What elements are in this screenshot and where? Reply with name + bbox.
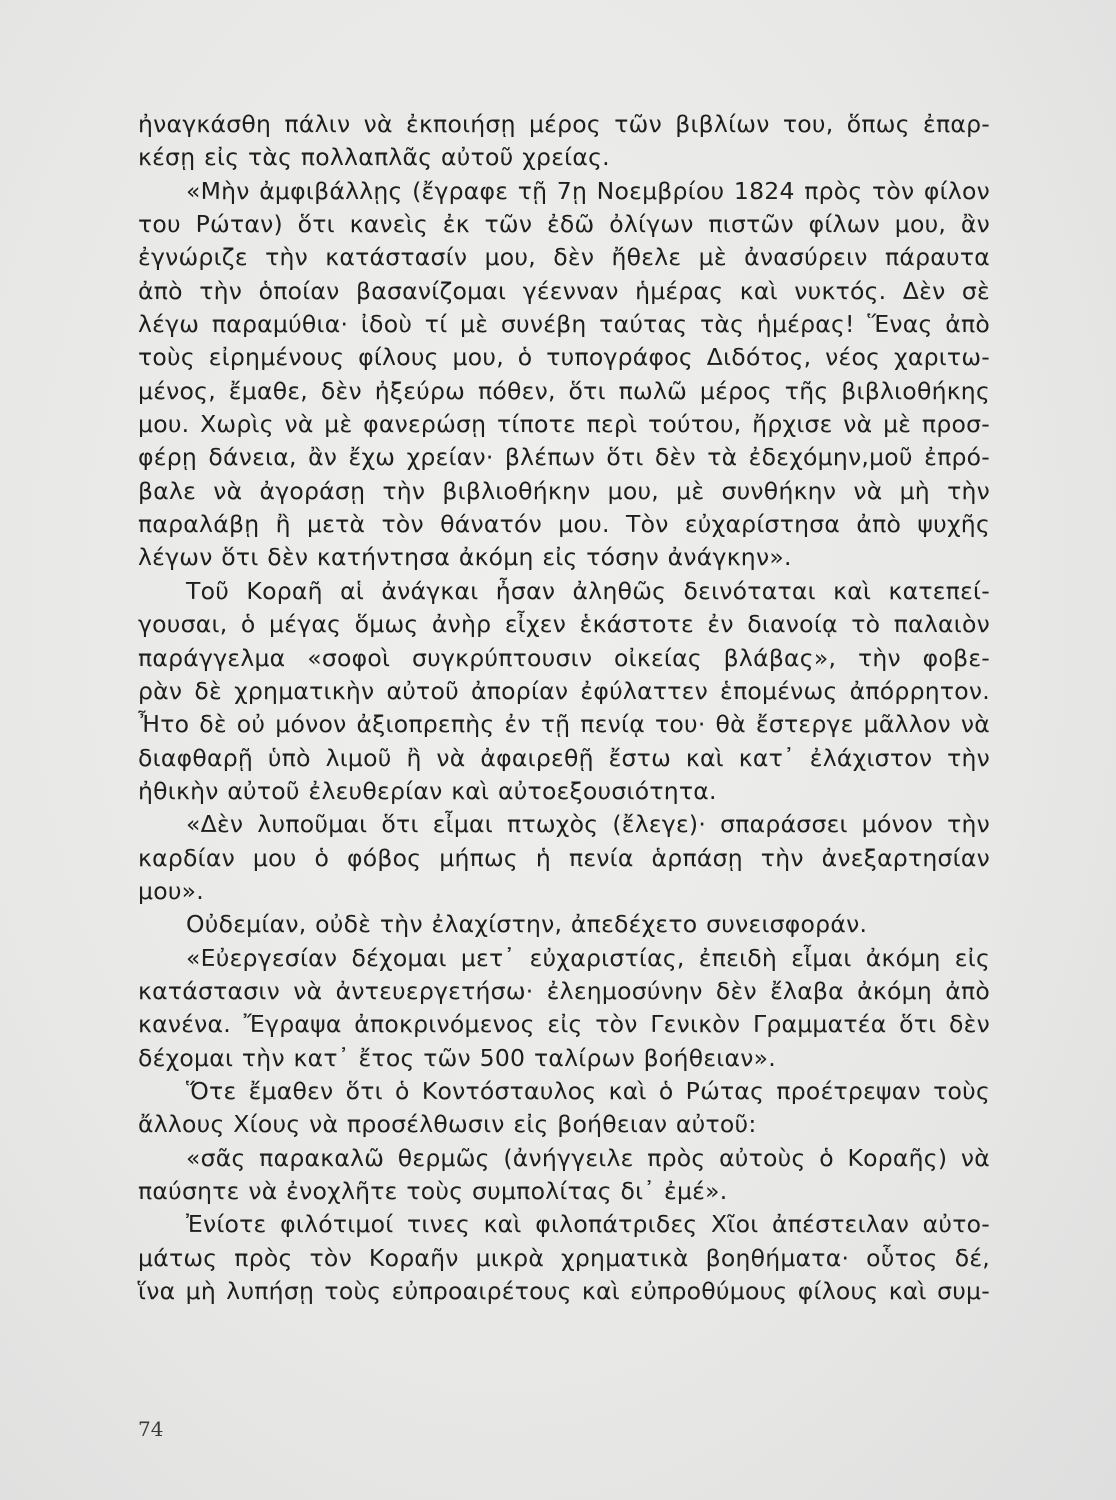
body-text	[138, 108, 990, 1308]
text-line: «Δὲν λυποῦμαι ὅτι εἶμαι πτωχὸς (ἔλεγε)· σπαράσσει μόνον τὴν	[186, 810, 990, 839]
text-line: κανένα. Ἔγραψα ἀποκρινόμενος εἰς τὸν Γενικὸν Γραμματέα ὅτι δὲν	[138, 1010, 990, 1039]
text-line: δέχομαι τὴν κατ᾽ ἔτος τῶν 500 ταλίρων βοήθειαν».	[138, 1043, 776, 1072]
page-number: 74	[138, 1417, 164, 1441]
text-line: ρὰν δὲ χρηματικὴν αὐτοῦ ἀπορίαν ἐφύλαττεν ἑπομένως ἀπόρρητον.	[138, 676, 990, 705]
text-line: ἐγνώριζε τὴν κατάστασίν μου, δὲν ἤθελε μὲ ἀνασύρειν πάραυτα	[138, 243, 990, 272]
text-line: «Μὴν ἀμφιβάλλῃς (ἔγραφε τῇ 7ῃ Νοεμβρίου 1824 πρὸς τὸν φίλον	[186, 176, 990, 205]
text-line: κατάστασιν νὰ ἀντευεργετήσω· ἐλεημοσύνην δὲν ἔλαβα ἀκόμη ἀπὸ	[138, 976, 990, 1005]
text-line: ἠναγκάσθη πάλιν νὰ ἐκποιήσῃ μέρος τῶν βιβλίων του, ὅπως ἐπαρ-	[138, 110, 990, 138]
text-line: «σᾶς παρακαλῶ θερμῶς (ἀνήγγειλε πρὸς αὐτοὺς ὁ Κοραῆς) νὰ	[186, 1143, 990, 1172]
text-line: Ἦτο δὲ οὐ μόνον ἀξιοπρεπὴς ἐν τῇ πενίᾳ του· θὰ ἔστεργε μᾶλλον νὰ	[138, 710, 990, 739]
text-line: βαλε νὰ ἀγοράσῃ τὴν βιβλιοθήκην μου, μὲ συνθήκην νὰ μὴ τὴν	[138, 476, 990, 505]
text-line: γουσαι, ὁ μέγας ὅμως ἀνὴρ εἶχεν ἑκάστοτε ἐν διανοίᾳ τὸ παλαιὸν	[138, 610, 990, 639]
text-line: διαφθαρῇ ὑπὸ λιμοῦ ἢ νὰ ἀφαιρεθῇ ἔστω καὶ κατ᾽ ἐλάχιστον τὴν	[138, 743, 990, 772]
text-line: μένος, ἔμαθε, δὲν ἠξεύρω πόθεν, ὅτι πωλῶ μέρος τῆς βιβλιοθήκης	[138, 376, 990, 405]
text-line: Τοῦ Κοραῆ αἱ ἀνάγκαι ἦσαν ἀληθῶς δεινόταται καὶ κατεπεί-	[186, 576, 990, 605]
text-line: φέρῃ δάνεια, ἂν ἔχω χρείαν· βλέπων ὅτι δὲν τὰ ἐδεχόμην,μοῦ ἐπρό-	[138, 443, 990, 472]
text-line: μου».	[138, 876, 205, 905]
text-line: Οὐδεμίαν, οὐδὲ τὴν ἐλαχίστην, ἀπεδέχετο συνεισφοράν.	[186, 910, 868, 939]
text-line: καρδίαν μου ὁ φόβος μήπως ἡ πενία ἁρπάσῃ τὴν ἀνεξαρτησίαν	[138, 843, 990, 872]
text-line: Ὅτε ἔμαθεν ὅτι ὁ Κοντόσταυλος καὶ ὁ Ρώτας προέτρεψαν τοὺς	[186, 1076, 990, 1105]
text-line: ἀπὸ τὴν ὁποίαν βασανίζομαι γέενναν ἡμέρας καὶ νυκτός. Δὲν σὲ	[138, 276, 990, 305]
text-line: παραλάβῃ ἢ μετὰ τὸν θάνατόν μου. Τὸν εὐχαρίστησα ἀπὸ ψυχῆς	[138, 510, 990, 539]
text-line: παράγγελμα «σοφοὶ συγκρύπτουσιν οἰκείας βλάβας», τὴν φοβε-	[138, 643, 990, 672]
text-line: κέσῃ εἰς τὰς πολλαπλᾶς αὐτοῦ χρείας.	[138, 143, 610, 172]
text-line: μάτως πρὸς τὸν Κοραῆν μικρὰ χρηματικὰ βοηθήματα· οὗτος δέ,	[138, 1243, 990, 1272]
text-line: «Εὐεργεσίαν δέχομαι μετ᾽ εὐχαριστίας, ἐπειδὴ εἶμαι ἀκόμη εἰς	[186, 943, 990, 972]
text-line: λέγων ὅτι δὲν κατήντησα ἀκόμη εἰς τόσην ἀνάγκην».	[138, 543, 792, 572]
text-line: Ἐνίοτε φιλότιμοί τινες καὶ φιλοπάτριδες Χῖοι ἀπέστειλαν αὐτο-	[186, 1210, 990, 1239]
text-line: του Ρώταν) ὅτι κανεὶς ἐκ τῶν ἐδῶ ὀλίγων πιστῶν φίλων μου, ἂν	[138, 210, 990, 239]
text-line: ἠθικὴν αὐτοῦ ἐλευθερίαν καὶ αὐτοεξουσιότητα.	[138, 776, 717, 805]
text-line: ἄλλους Χίους νὰ προσέλθωσιν εἰς βοήθειαν αὐτοῦ:	[138, 1110, 757, 1139]
text-line: μου. Χωρὶς νὰ μὲ φανερώσῃ τίποτε περὶ τούτου, ἤρχισε νὰ μὲ προσ-	[138, 410, 990, 439]
text-line: παύσητε νὰ ἐνοχλῆτε τοὺς συμπολίτας δι᾽ ἐμέ».	[138, 1177, 728, 1205]
text-line: ἵνα μὴ λυπήσῃ τοὺς εὐπροαιρέτους καὶ εὐπροθύμους φίλους καὶ συμ-	[138, 1277, 990, 1306]
text-line: τοὺς εἰρημένους φίλους μου, ὁ τυπογράφος Διδότος, νέος χαριτω-	[138, 343, 990, 372]
text-line: λέγω παραμύθια· ἰδοὺ τί μὲ συνέβη ταύτας τὰς ἡμέρας! Ἕνας ἀπὸ	[138, 310, 990, 339]
